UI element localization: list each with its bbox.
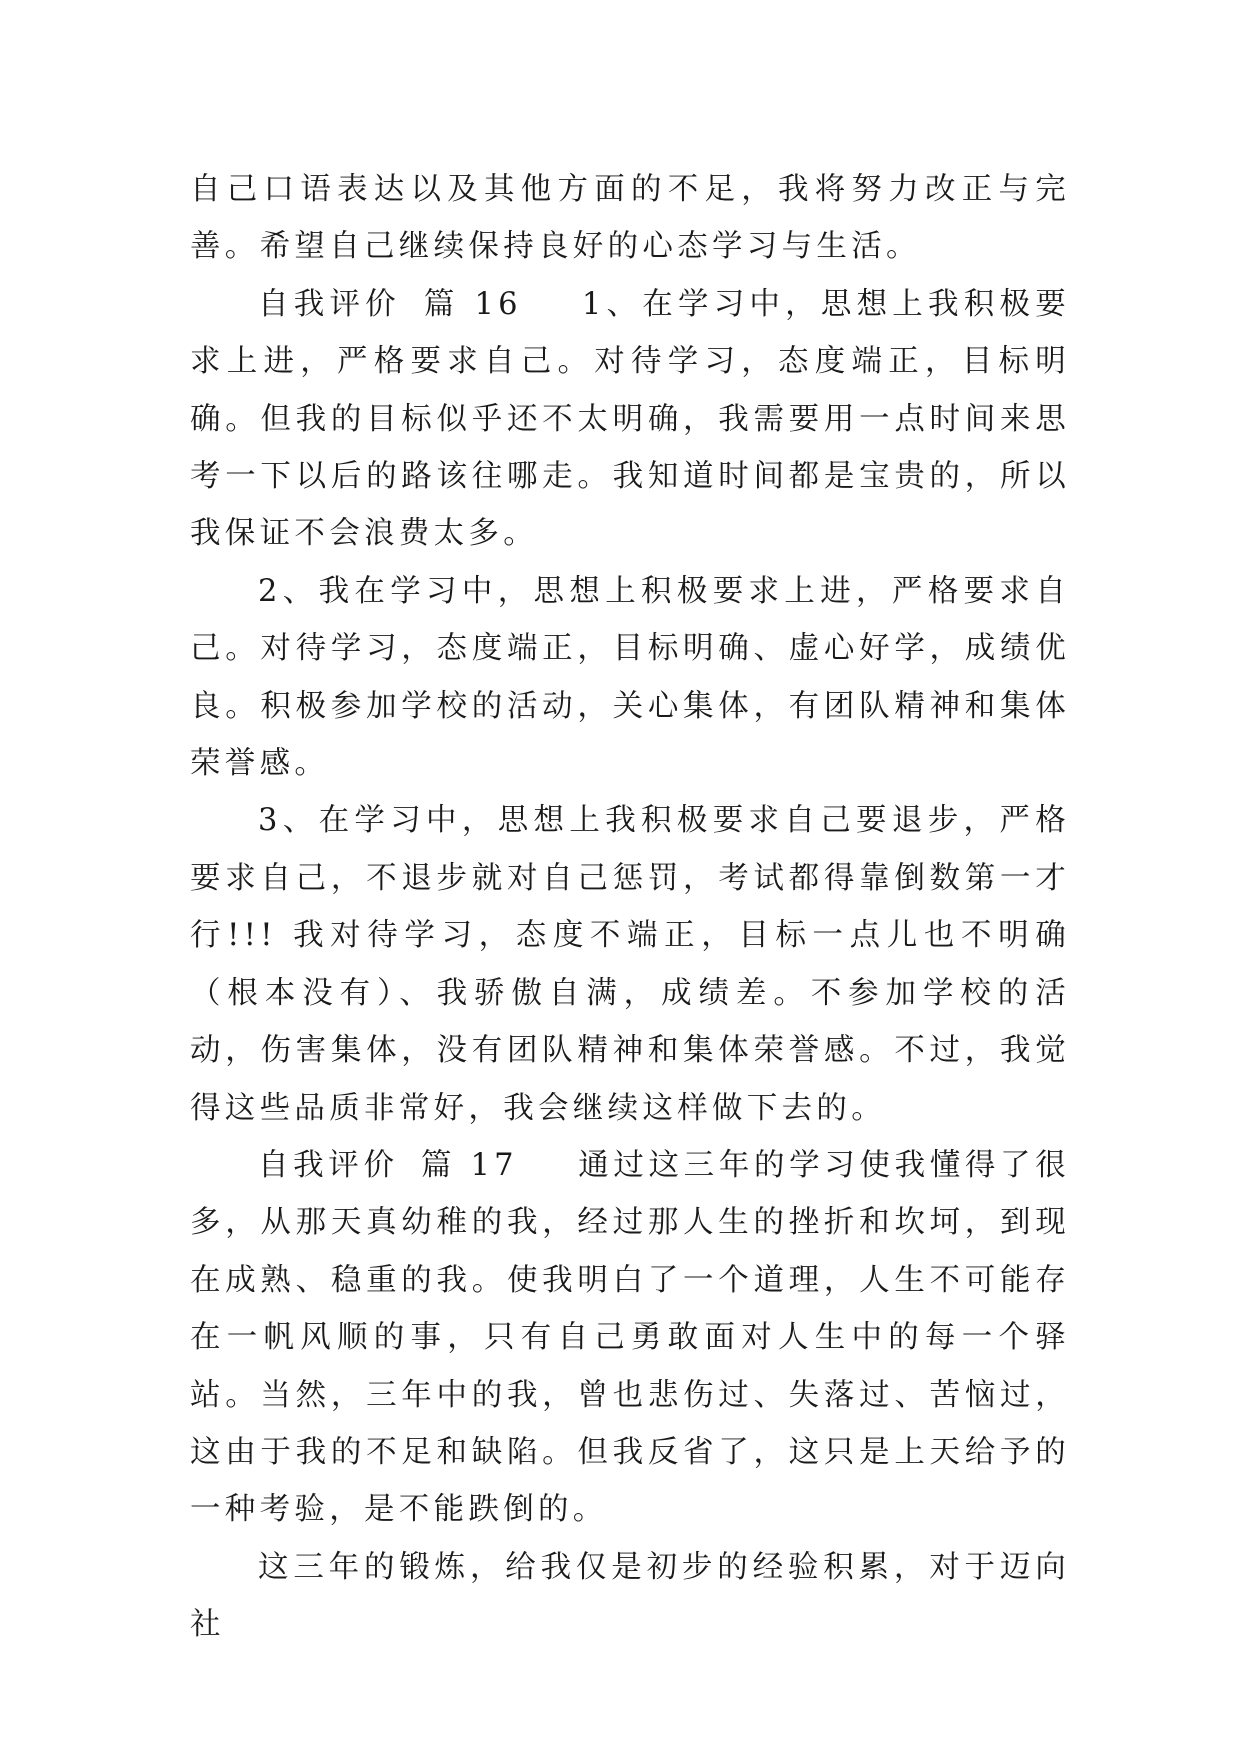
paragraph-text: 1、在学习中，思想上我积极要求上进，严格要求自己。对待学习，态度端正，目标明确。但我的目标似乎还不太明确，我需要用一点时间来思考一下以后的路该往哪走。我知道时间都是宝贵的，所以我保证不会浪费太多。	[190, 286, 1070, 552]
paragraph-section-17	[190, 1137, 1070, 1539]
section-number: 篇 16	[422, 286, 522, 322]
section-heading: 自我评价	[258, 286, 401, 322]
paragraph-section-16	[190, 276, 1070, 563]
paragraph-text: 通过这三年的学习使我懂得了很多，从那天真幼稚的我，经过那人生的挫折和坎坷，到现在成熟、稳重的我。使我明白了一个道理，人生不可能存在一帆风顺的事，只有自己勇敢面对人生中的每一个驿站。当然，三年中的我，曾也悲伤过、失落过、苦恼过，这由于我的不足和缺陷。但我反省了，这只是上天给予的一种考验，是不能跌倒的。	[190, 1147, 1070, 1528]
section-heading: 自我评价	[258, 1147, 399, 1183]
paragraph-text: 2、我在学习中，思想上积极要求上进，严格要求自己。对待学习，态度端正，目标明确、虚心好学，成绩优良。积极参加学校的活动，关心集体，有团队精神和集体荣誉感。	[190, 573, 1070, 782]
paragraph-item-2	[190, 563, 1070, 793]
paragraph-item-3	[190, 792, 1070, 1136]
document-body	[190, 161, 1070, 1654]
paragraph-text: 自己口语表达以及其他方面的不足，我将努力改正与完善。希望自己继续保持良好的心态学习与生活。	[190, 172, 1070, 265]
paragraph-continuation	[190, 161, 1070, 276]
paragraph-final	[190, 1539, 1070, 1654]
paragraph-text: 3、在学习中，思想上我积极要求自己要退步，严格要求自己，不退步就对自己惩罚，考试都得靠倒数第一才行!!! 我对待学习，态度不端正，目标一点儿也不明确（根本没有）、我骄傲自满，成绩差。不参加学校的活动，伤害集体，没有团队精神和集体荣誉感。不过，我觉得这些品质非常好，我会继续这样做下去的。	[190, 803, 1070, 1126]
section-number: 篇 17	[420, 1147, 518, 1183]
paragraph-text: 这三年的锻炼，给我仅是初步的经验积累，对于迈向社	[190, 1549, 1070, 1643]
